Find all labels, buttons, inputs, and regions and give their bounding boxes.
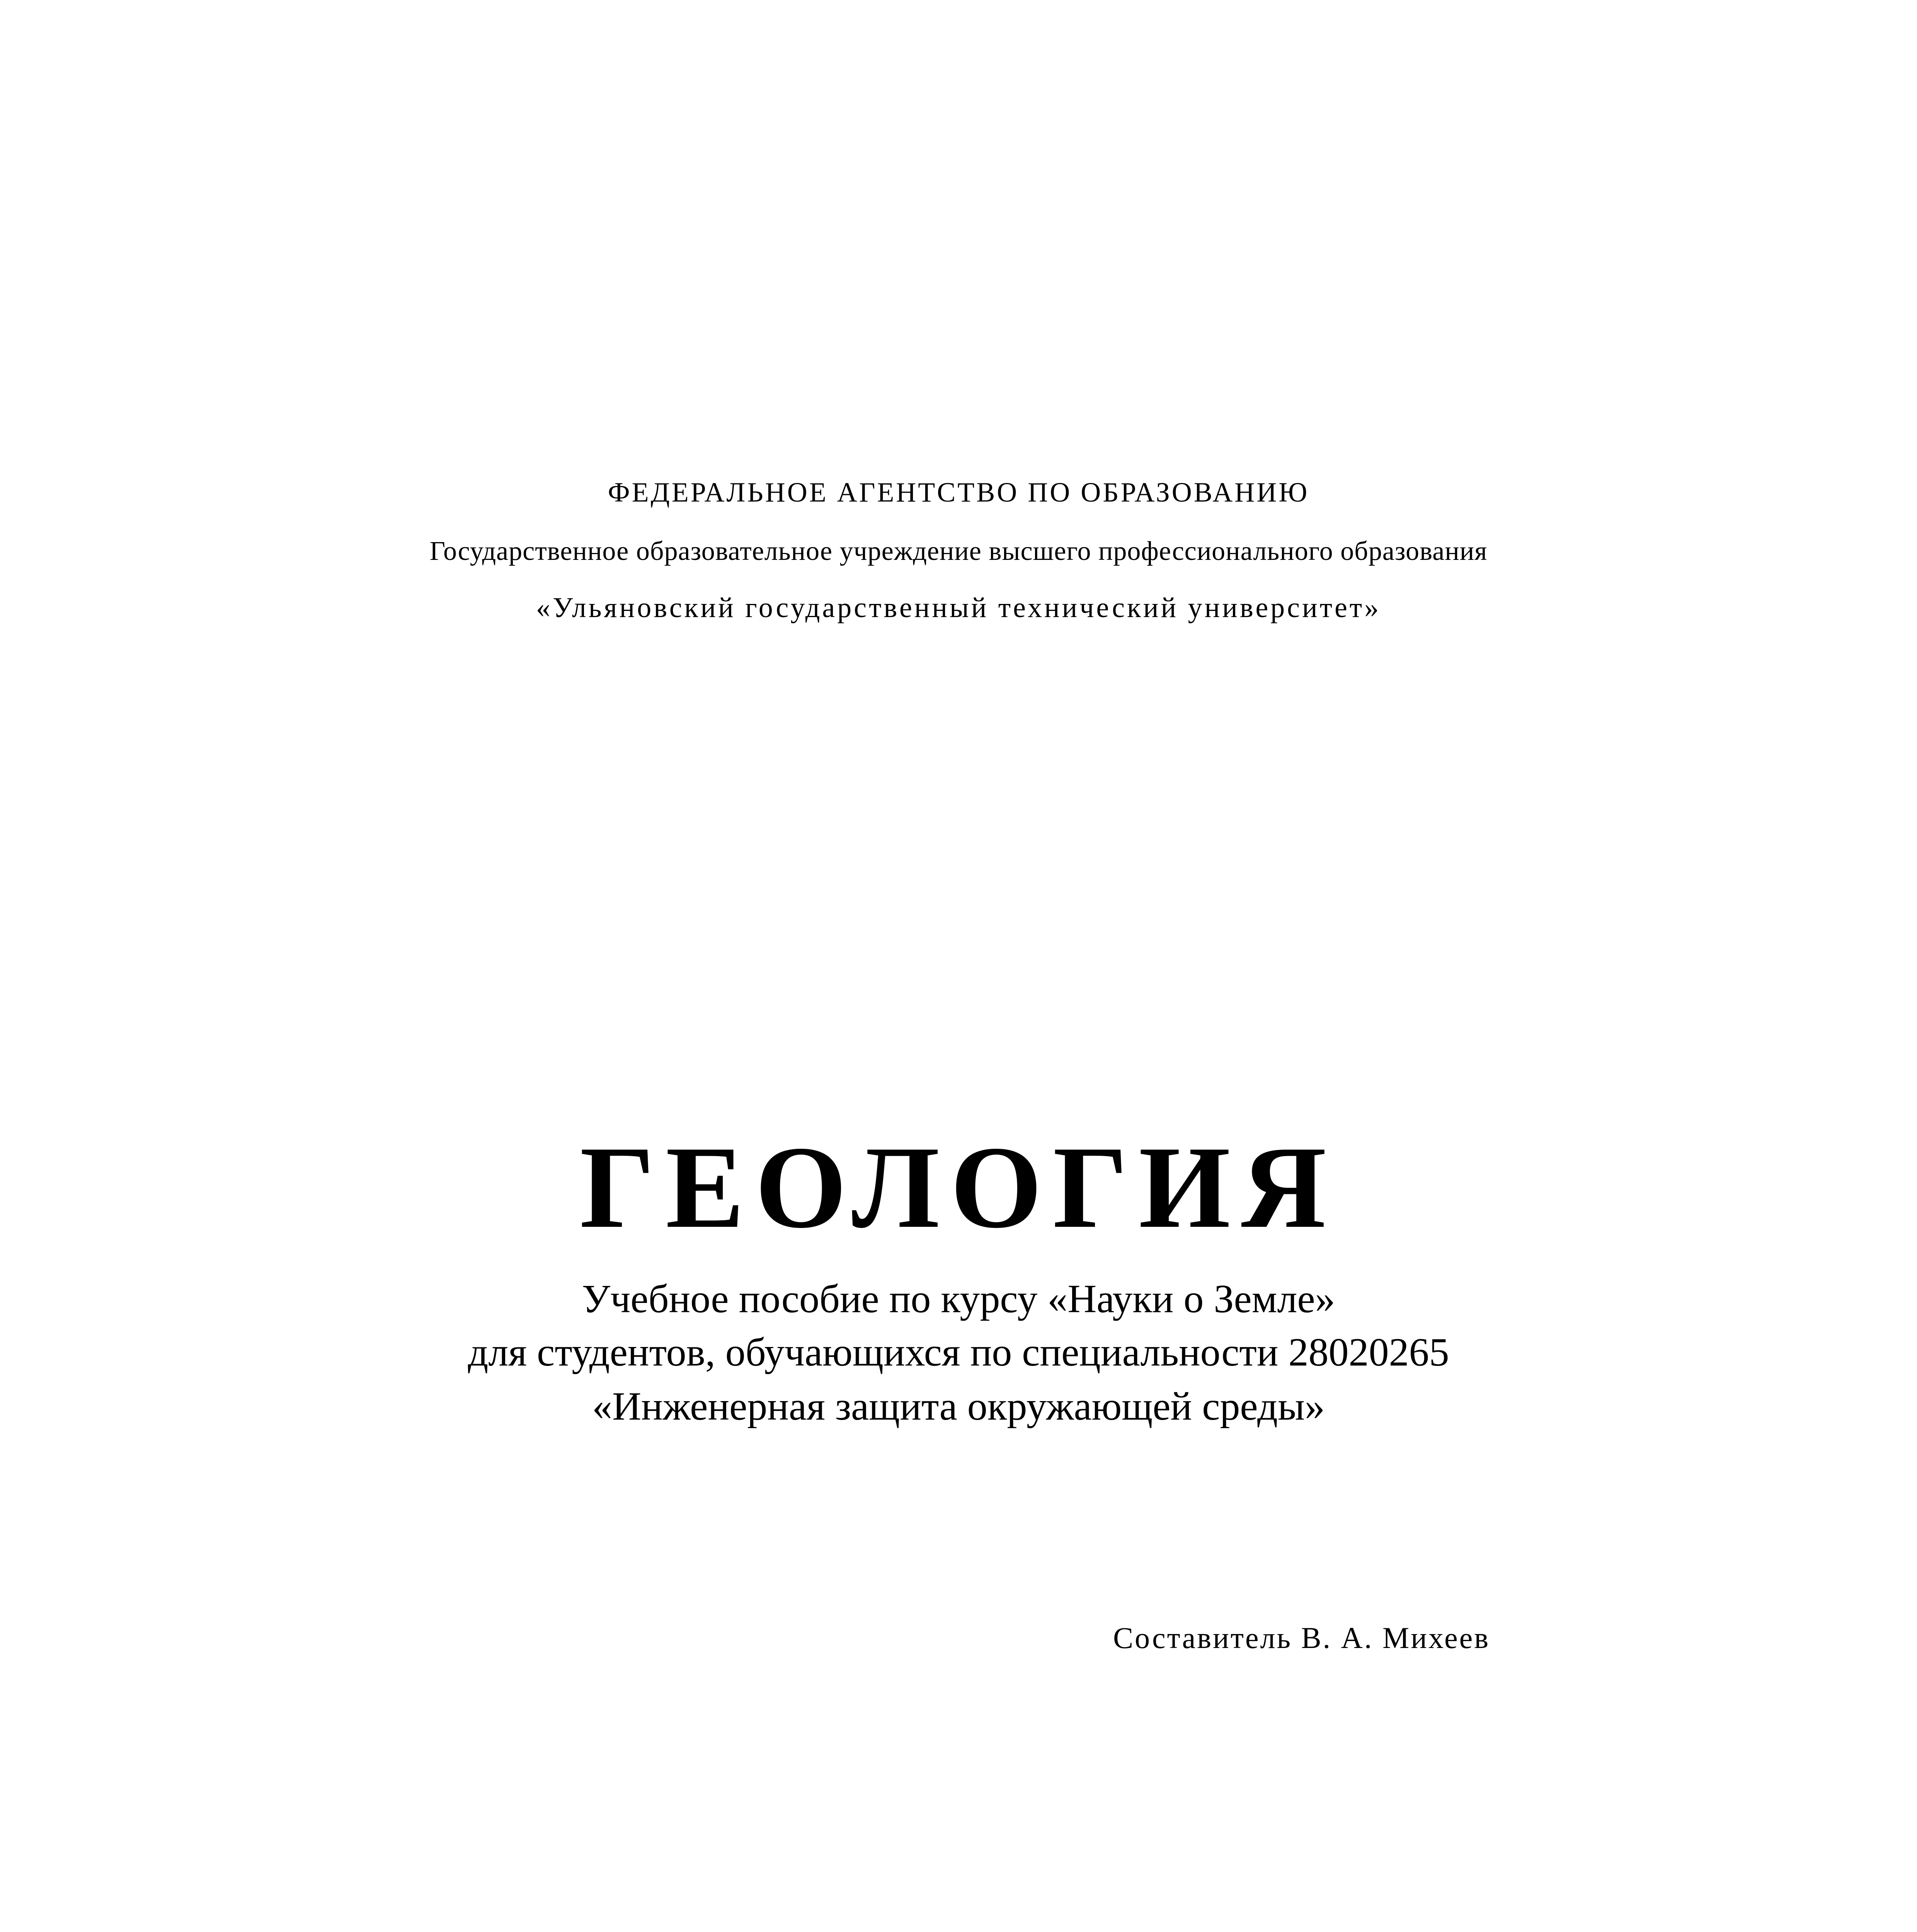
institution-type: Государственное образовательное учреждение высшего профессионального образования	[429, 536, 1488, 566]
subtitle-line-2: для студентов, обучающихся по специальности 28020265	[468, 1330, 1449, 1374]
subtitle-line-3: «Инженерная защита окружающей среды»	[592, 1384, 1325, 1429]
subtitle-line-1: Учебное пособие по курсу «Науки о Земле»	[582, 1277, 1335, 1321]
compiler-credit: Составитель В. А. Михеев	[1113, 1621, 1490, 1655]
document-title: ГЕОЛОГИЯ	[580, 1122, 1337, 1252]
agency-name: ФЕДЕРАЛЬНОЕ АГЕНТСТВО ПО ОБРАЗОВАНИЮ	[608, 477, 1309, 508]
university-name: «Ульяновский государственный технический университет»	[536, 592, 1381, 624]
